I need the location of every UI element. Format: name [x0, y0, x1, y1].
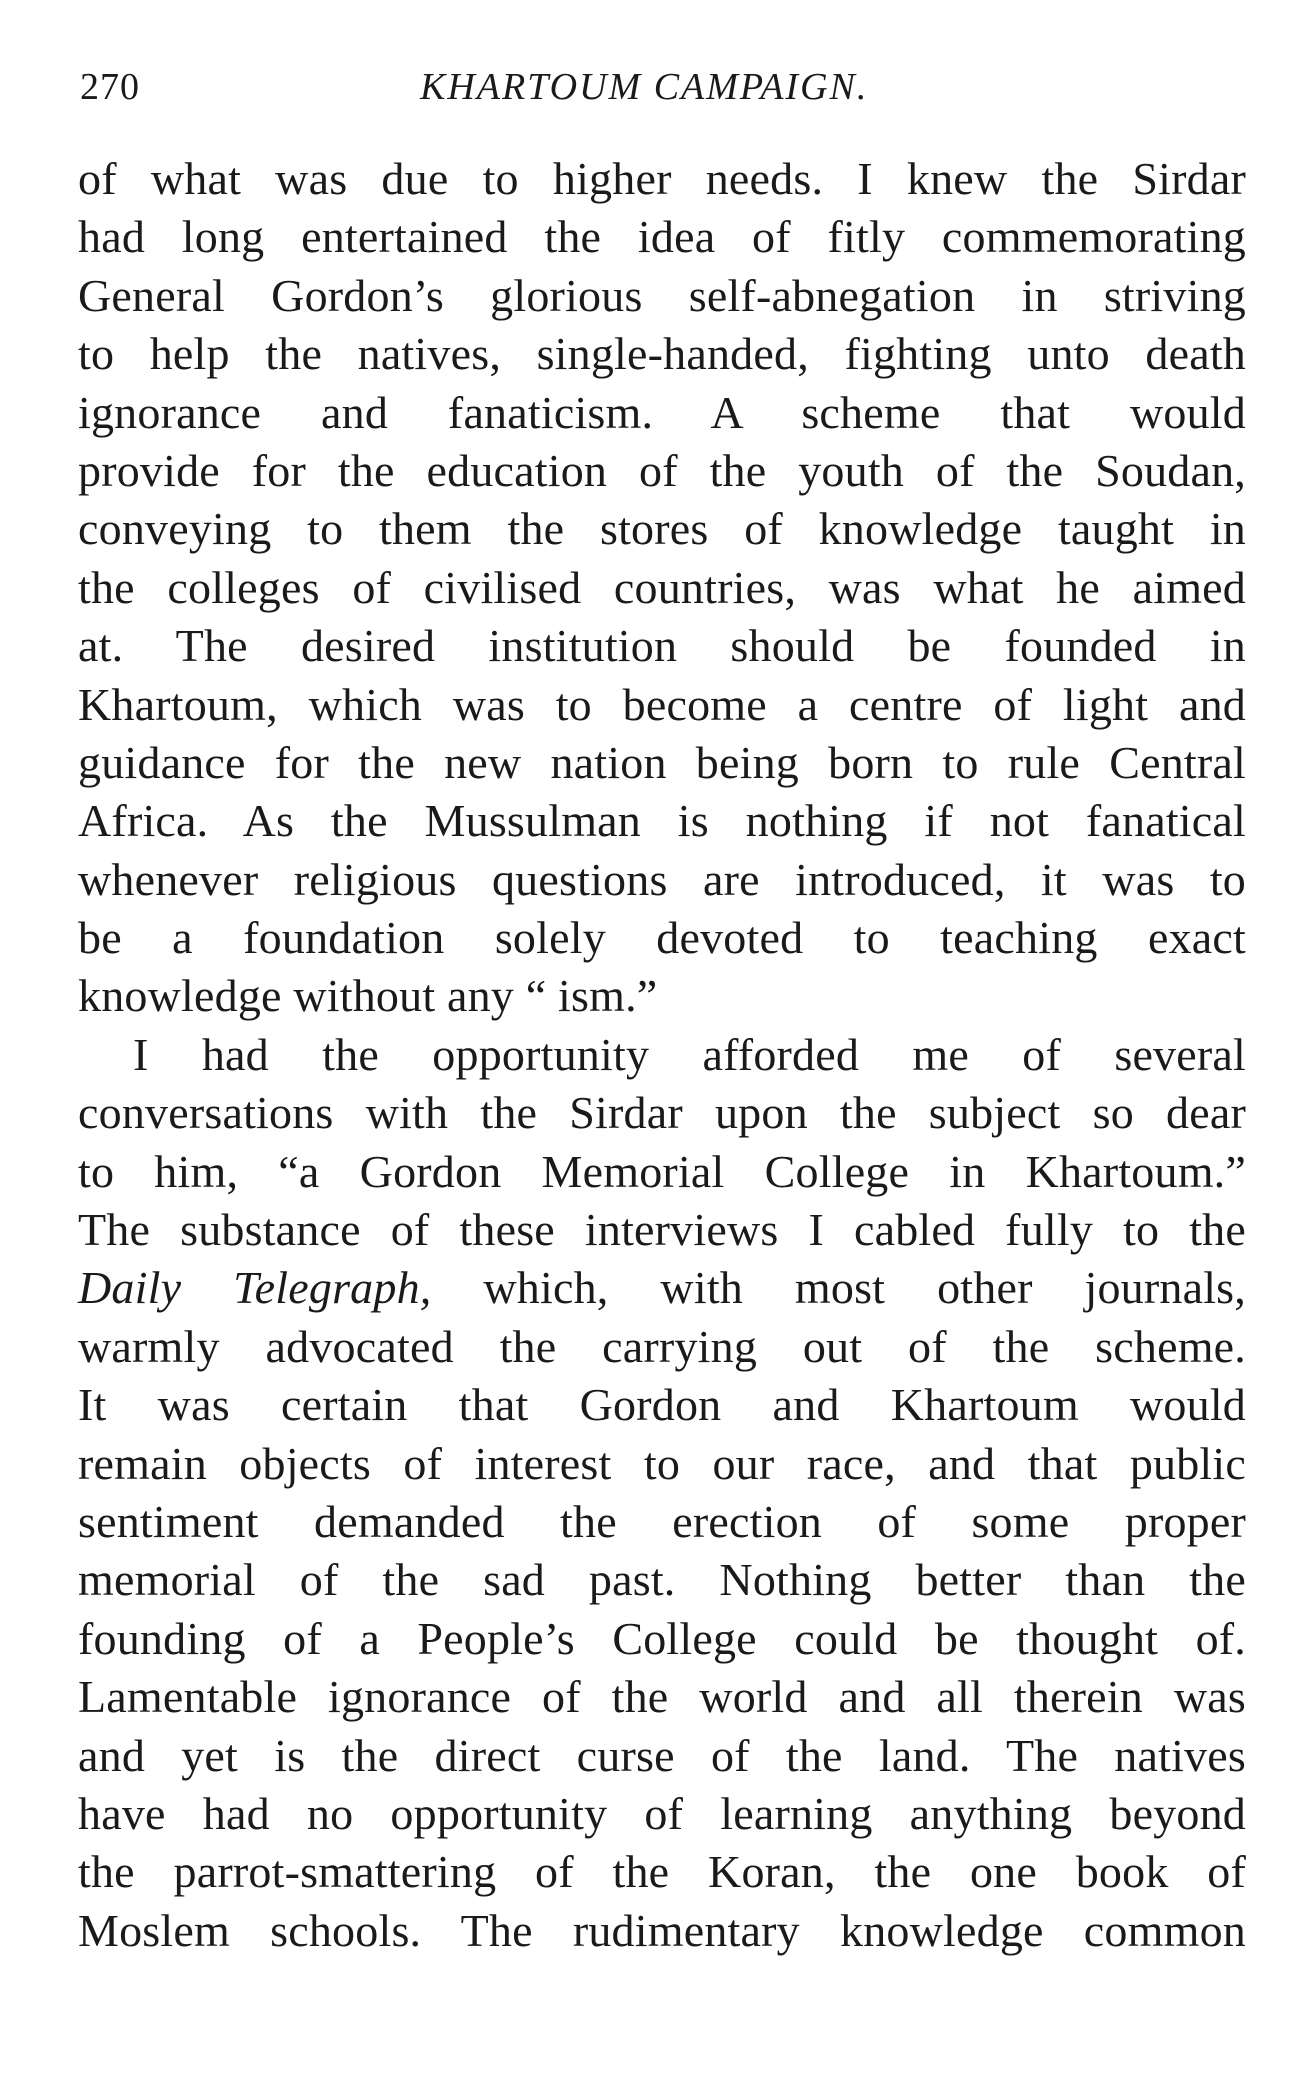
text-line: ignorance and fanaticism. A scheme that would	[78, 386, 1246, 438]
text-line: to him, “a Gordon Memorial College in Khartoum.”	[78, 1145, 1246, 1197]
text-line: It was certain that Gordon and Khartoum would	[78, 1379, 1246, 1431]
newspaper-title: Daily Telegraph,	[78, 1262, 432, 1314]
page-number: 270	[80, 66, 140, 108]
running-title: KHARTOUM CAMPAIGN.	[420, 66, 869, 108]
text-line: Moslem schools. The rudimentary knowledge common	[78, 1904, 1246, 1956]
running-head	[80, 62, 1240, 112]
text-line: The substance of these interviews I cabled fully to the	[78, 1204, 1246, 1256]
text-line: sentiment demanded the erection of some proper	[78, 1495, 1246, 1547]
text-line-remainder: which, with most other journals,	[431, 1262, 1246, 1314]
text-line: to help the natives, single-handed, fighting unto death	[78, 328, 1246, 380]
text-line: have had no opportunity of learning anything beyond	[78, 1787, 1246, 1839]
text-line: the colleges of civilised countries, was what he aimed	[78, 561, 1246, 613]
text-line: at. The desired institution should be founded in	[78, 620, 1246, 672]
text-line: whenever religious questions are introduced, it was to	[78, 853, 1246, 905]
text-line: memorial of the sad past. Nothing better than the	[78, 1554, 1246, 1606]
text-line: Khartoum, which was to become a centre of light and	[78, 678, 1246, 730]
text-line-with-italic	[78, 1259, 1246, 1317]
text-line: remain objects of interest to our race, and that public	[78, 1437, 1246, 1489]
text-line: be a foundation solely devoted to teaching exact	[78, 912, 1246, 964]
text-line: conveying to them the stores of knowledge taught in	[78, 503, 1246, 555]
text-line: founding of a People’s College could be thought of.	[78, 1612, 1246, 1664]
text-line: had long entertained the idea of fitly commemorating	[78, 211, 1246, 263]
paragraph-start-line: I had the opportunity afforded me of several	[133, 1028, 1246, 1080]
text-line: conversations with the Sirdar upon the subject so dear	[78, 1087, 1246, 1139]
text-line: General Gordon’s glorious self-abnegation in striving	[78, 269, 1246, 321]
text-line: warmly advocated the carrying out of the scheme.	[78, 1320, 1246, 1372]
text-line: Africa. As the Mussulman is nothing if not fanatical	[78, 795, 1246, 847]
text-line: the parrot-smattering of the Koran, the one book of	[78, 1846, 1246, 1898]
text-line: guidance for the new nation being born to rule Central	[78, 736, 1246, 788]
text-line: of what was due to higher needs. I knew the Sirdar	[78, 153, 1246, 204]
text-line: and yet is the direct curse of the land. The natives	[78, 1729, 1246, 1781]
body-text	[78, 150, 1246, 1960]
text-line: Lamentable ignorance of the world and all therein was	[78, 1671, 1246, 1723]
text-line: provide for the education of the youth of the Soudan,	[78, 444, 1246, 496]
paragraph-end-line: knowledge without any “ ism.”	[78, 970, 658, 1022]
